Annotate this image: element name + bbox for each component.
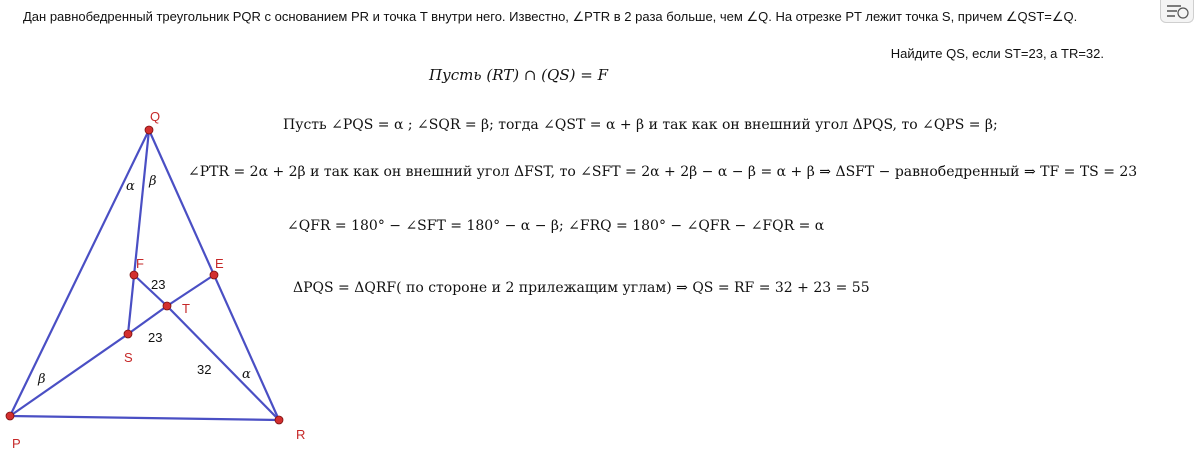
label-e: E [215, 256, 224, 271]
label-tr-length: 32 [197, 362, 212, 377]
label-p: P [12, 436, 21, 451]
segment-te [167, 275, 214, 306]
label-q: Q [150, 109, 161, 124]
label-t: T [182, 301, 190, 316]
diagram-lines [10, 130, 279, 420]
angle-label-qps: β [38, 372, 46, 387]
angle-label-pqs: α [126, 179, 135, 194]
label-s: S [124, 350, 133, 365]
segment-qs [128, 130, 149, 334]
label-st-length: 23 [148, 330, 163, 345]
label-r: R [296, 427, 306, 442]
point-p [6, 412, 14, 420]
solution-step-angles: Пусть ∠PQS = α ; ∠SQR = β; тогда ∠QST = α + β и так как он внешний угол ΔPQS, то ∠QPS = β; [283, 117, 998, 133]
angle-label-sqr: β [149, 174, 157, 189]
solution-step-isosceles: ∠PTR = 2α + 2β и так как он внешний угол ΔFST, то ∠SFT = 2α + 2β − α − β = α + β ⇒ ΔSFT − равнобедренный ⇒ TF = TS = 23 [188, 164, 1138, 180]
problem-question: Найдите QS, если ST=23, а TR=32. [890, 46, 1104, 61]
point-q [145, 126, 153, 134]
point-e [210, 271, 218, 279]
side-pq [10, 130, 149, 416]
point-r [275, 416, 283, 424]
segment-tr [167, 306, 279, 420]
label-ft-length: 23 [151, 277, 166, 292]
problem-statement: Дан равнобедренный треугольник PQR с основанием PR и точка T внутри него. Известно, ∠PTR в 2 раза больше, чем ∠Q. На отрезке PT лежит точка S, причем ∠QST=∠Q. [23, 9, 1078, 24]
segment-ps [10, 334, 128, 416]
solution-step-intersection: Пусть (RT) ∩ (QS) = F [429, 66, 608, 84]
point-t [163, 302, 171, 310]
label-f: F [136, 256, 144, 271]
point-s [124, 330, 132, 338]
solution-step-conclusion: ΔPQS = ΔQRF( по стороне и 2 прилежащим углам) ⇒ QS = RF = 32 + 23 = 55 [293, 280, 870, 296]
side-pr [10, 416, 279, 420]
angle-label-frq: α [242, 367, 251, 382]
solution-step-angle-frq: ∠QFR = 180° − ∠SFT = 180° − α − β; ∠FRQ = 180° − ∠QFR − ∠FQR = α [287, 218, 825, 234]
point-f [130, 271, 138, 279]
